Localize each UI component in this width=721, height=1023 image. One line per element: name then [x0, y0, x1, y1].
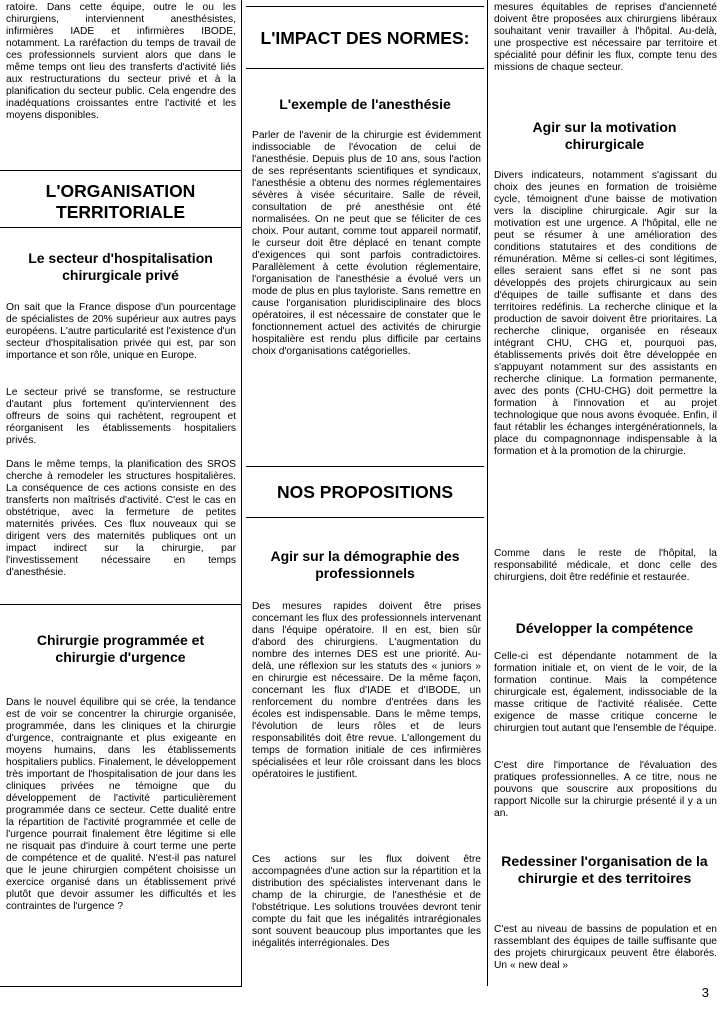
divider: [246, 6, 484, 7]
col3-sub2-paragraph-2: C'est dire l'importance de l'évaluation des pratiques professionnelles. A ce titre, nous ne pouvons que souscrire aux propositions du rapport Nicolle sur la chirurgie présenté il y a un an.: [494, 760, 717, 819]
section-title-nos-propositions: NOS PROPOSITIONS: [277, 482, 453, 502]
section-title-organisation-territoriale: L'ORGANISATION TERRITORIALE: [45, 181, 196, 222]
col1-intro-paragraph: ratoire. Dans cette équipe, outre le ou les chirurgiens, interviennent anesthésistes, infirmières IADE et infirmières IBODE, notamment. La raréfaction du temps de travail de ces professionnels survient alors que dans le même temps ont lieu des transferts d'activité liés aux restructurations du secteur privé et à la planification du secteur public. Cela engendre des inadéquations croissantes entre l'activité et les moyens disponibles.: [6, 2, 236, 121]
divider: [246, 517, 484, 518]
subtitle-secteur-prive: Le secteur d'hospitalisation chirurgicale privé: [28, 250, 213, 283]
subtitle-agir-demographie: Agir sur la démographie des professionnels: [270, 548, 460, 581]
col3-sub1-paragraph-1: Divers indicateurs, notamment s'agissant du choix des jeunes en formation de troisième cycle, témoignent d'une baisse de motivation vers la discipline chirurgicale. Agir sur la motivation est une urgence. A l'hôpital, elle ne peut se résumer à une amélioration des conditions statutaires et des conditions de rémunération. Même si celles-ci sont légitimes, elles seraient sans effet si ne sont pas développés des projets chirurgicaux au sein d'équipes de taille suffisante et dans des territoires redéfinis. La recherche clinique et la production de savoir doivent être prioritaires. La recherche clinique, organisée en réseaux intégrant CHU, CHG et, pourquoi pas, établissements privés doit être développée en s'appuyant notamment sur des assistants en recherche clinique. La formation permanente, avec des ponts (CHU-CHG) doit permettre la formation à l'innovation et au projet technologique que nous avons évoquée. Enfin, il faut rétablir les échanges intergénérationnels, la place du compagnonnage indispensable à la formation et à la promotion de la chirurgie.: [494, 170, 717, 457]
subtitle-developper-competence: Développer la compétence: [515, 620, 694, 636]
column-left: [0, 0, 242, 987]
col1-sub2-paragraph-1: Dans le nouvel équilibre qui se crée, la tendance est de voir se concentrer la chirurgie organisée, programmée, dans les cliniques et la chirurgie d'urgence, contraignante et plus exigeante en moyens humains, dans les établissements hospitaliers publics. Finalement, le développement très important de l'hospitalisation de jour dans les cliniques privées ne témoigne que du développement de l'activité particulièrement programmée dans ce secteur. Cette dualité entre la répartition de l'activité programmée et celle de l'urgence pourrait finalement être légitime si elle ne risquait pas d'induire à court terme une perte de compétence et de qualité. N'est-il pas naturel que le jeune chirurgien compétent choisisse un exercice organisé dans un établissement privé plutôt que devoir assumer les difficultés et les contraintes de l'urgence ?: [6, 697, 236, 912]
col1-sub1-paragraph-2: Le secteur privé se transforme, se restructure d'autant plus fortement qu'interviennent des offreurs de soins qui rachètent, regroupent et réorganisent les établissements hospitaliers privés.: [6, 387, 236, 446]
col3-sub2-paragraph-1: Celle-ci est dépendante notamment de la formation initiale et, on vient de le voir, de la formation continue. Mais la compétence chirurgicale est, également, indissociable de la masse critique de l'activité réalisée. Cette exigence de masse critique concerne le chirurgien tout autant que l'ensemble de l'équipe.: [494, 651, 717, 734]
column-right: [487, 0, 721, 986]
divider: [0, 604, 241, 605]
divider: [246, 68, 484, 69]
subtitle-agir-motivation: Agir sur la motivation chirurgicale: [532, 119, 677, 152]
col2-sub2-paragraph-1: Des mesures rapides doivent être prises concernant les flux des professionnels intervenant dans l'équipe opératoire. Il en est, bien sûr d'abord des chirurgiens. L'augmentation du nombre des internes DES est une priorité. Au-delà, une réflexion sur les statuts des « juniors » en chirurgie est nécessaire. De la même façon, concernant les flux d'IADE et d'IBODE, un renforcement du nombre d'entrées dans les écoles est indispensable. Dans le même temps, l'évolution de leurs rôles et de leurs responsabilités doit être revue. L'allongement du temps de formation initiale de ces infirmières spécialisées et leur rôle croissant dans les blocs opératoires le justifient.: [252, 601, 481, 780]
column-middle: [246, 0, 484, 986]
col3-sub1-paragraph-2: Comme dans le reste de l'hôpital, la responsabilité médicale, et donc celle des chirurgiens, doit être redéfinie et restaurée.: [494, 548, 717, 583]
col2-sub1-paragraph-1: Parler de l'avenir de la chirurgie est évidemment indissociable de l'évocation de celui de l'anesthésie. Depuis plus de 10 ans, sous l'action de ses représentants scientifiques et syndicaux, l'anesthésie a obtenu des normes réglementaires sévères à visée sécuritaire. Salle de réveil, consultation de pré anesthésie ont été normalisées. On ne peut que se féliciter de ces choix. Pour autant, comme tout appareil normatif, le curseur doit être déplacé en tenant compte d'exigences qui sont parfois contradictoires. Parallèlement à cette évolution réglementaire, l'organisation de l'anesthésie a évolué vers un mode de plus en plus tayloriste. Sans remettre en cause l'organisation pluridisciplinaire des blocs opératoires, il est nécessaire de constater que le fonctionnement actuel des activités de chirurgie hospitalière est rendu plus difficile par certains choix d'organisations catégorielles.: [252, 130, 481, 357]
subtitle-exemple-anesthesie: L'exemple de l'anesthésie: [279, 96, 451, 112]
subtitle-redessiner-organisation: Redessiner l'organisation de la chirurgie et des territoires: [501, 853, 708, 886]
col2-sub2-paragraph-2: Ces actions sur les flux doivent être accompagnées d'une action sur la répartition et la distribution des spécialistes intervenant dans le champ de la chirurgie, de l'anesthésie et de l'obstétrique. Les solutions trouvées devront tenir compte du fait que les inégalités intrarégionales sont souvent beaucoup plus importantes que les inégalités interrégionales. Des: [252, 854, 481, 949]
divider: [0, 227, 241, 228]
section-title-impact-normes: L'IMPACT DES NORMES:: [260, 28, 470, 48]
page-number: 3: [701, 985, 709, 1000]
divider: [246, 466, 484, 467]
subtitle-chirurgie-programmee: Chirurgie programmée et chirurgie d'urgence: [36, 632, 205, 665]
col1-sub1-paragraph-3: Dans le même temps, la planification des SROS cherche à remodeler les structures hospitalières. La conséquence de ces actions consiste en des transferts non maîtrisés d'activité. C'est le cas en obstétrique, avec la fermeture de petites maternités privées. Ces flux nouveaux qui se dirigent vers des maternités publiques ont un impact indirect sur la chirurgie, par l'investissement nécessaire en temps d'anesthésie.: [6, 459, 236, 578]
col3-sub3-paragraph-1: C'est au niveau de bassins de population et en rassemblant des équipes de taille suffisante que des projets chirurgicaux peuvent être élaborés. Un « new deal »: [494, 924, 717, 971]
col1-sub1-paragraph-1: On sait que la France dispose d'un pourcentage de spécialistes de 20% supérieur aux autres pays européens. L'autre particularité est l'existence d'un secteur d'hospitalisation privée qui est, par son importance et son rôle, unique en Europe.: [6, 302, 236, 361]
divider: [0, 170, 241, 171]
col3-intro-paragraph: mesures équitables de reprises d'ancienneté doivent être proposées aux chirurgiens libéraux souhaitant venir travailler à l'hôpital. Au-delà, une prospective est nécessaire par territoire et spécialité pour définir les flux, compte tenu des missions de chaque secteur.: [494, 2, 717, 73]
